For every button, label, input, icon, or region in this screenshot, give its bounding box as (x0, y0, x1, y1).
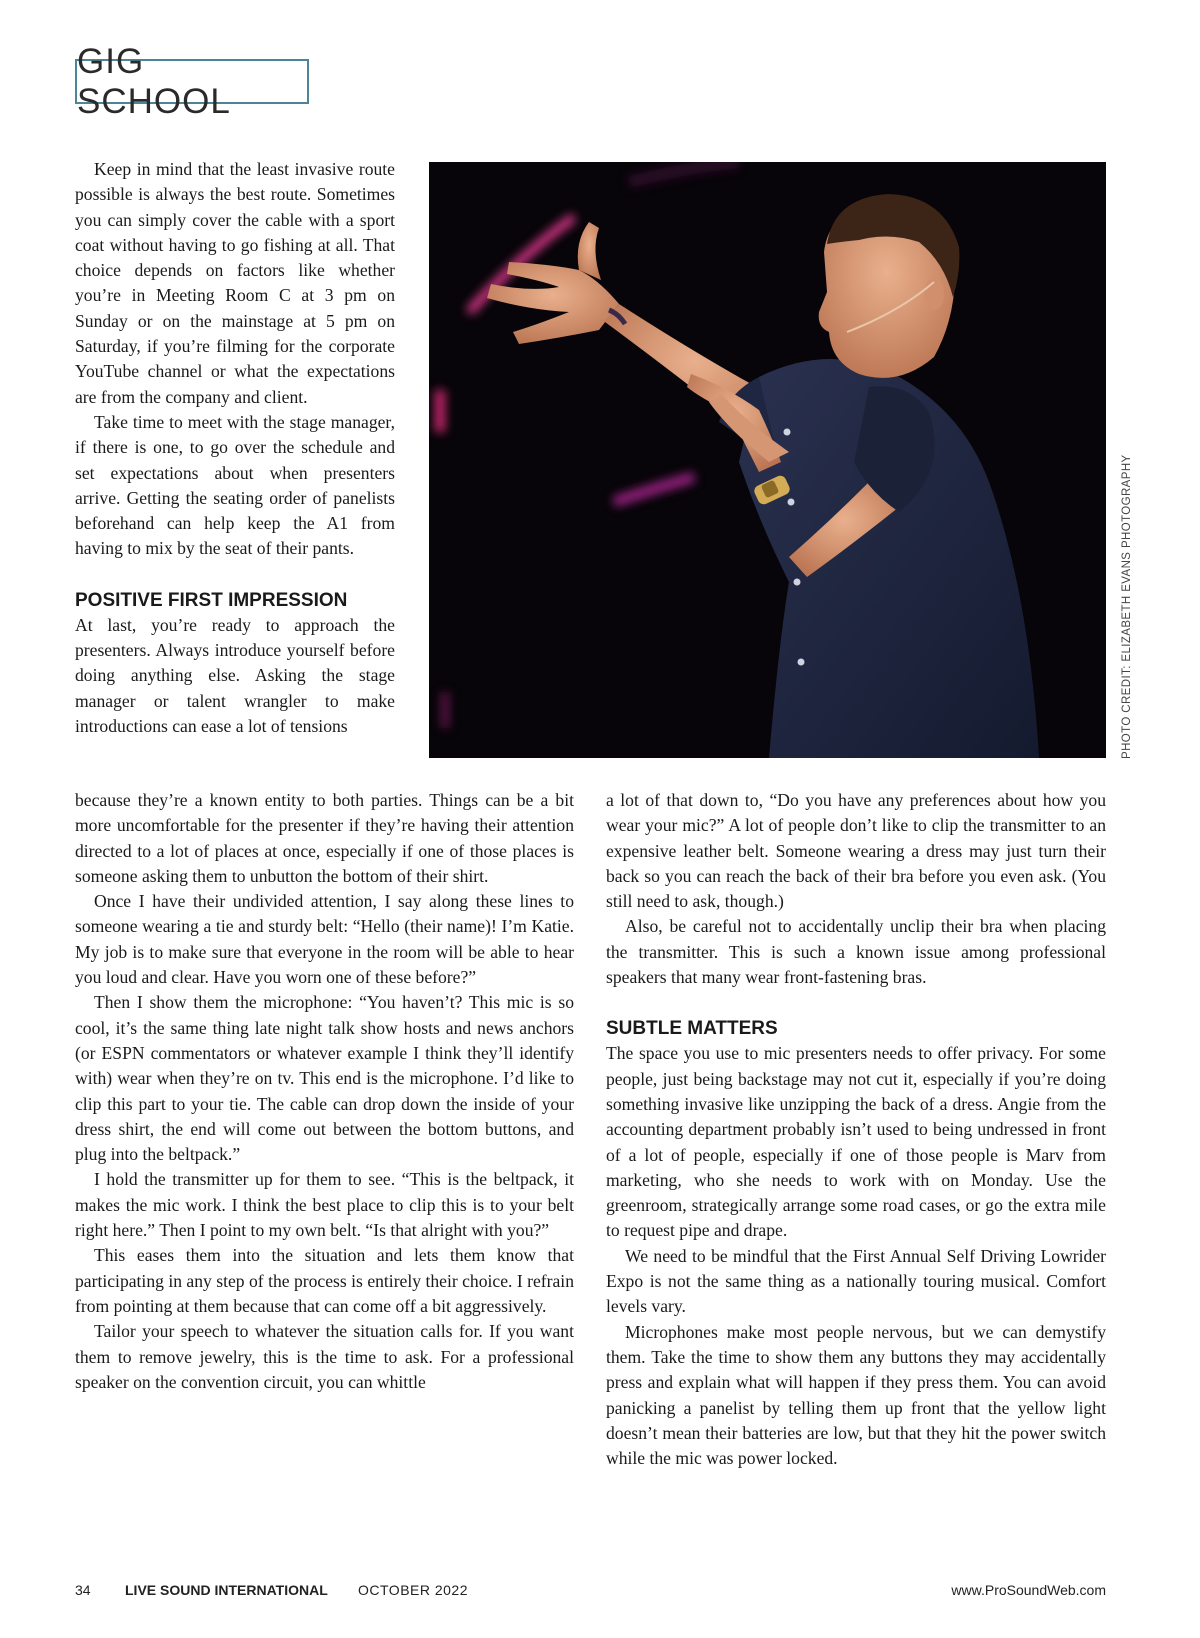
paragraph: This eases them into the situation and lets them know that participating in any step of the process is entirely their choice. I refrain from pointing at them because that can come off a bit aggressively. (75, 1245, 574, 1316)
paragraph: because they’re a known entity to both parties. Things can be a bit more uncomfortable for the presenter if they’re having their attention directed to a lot of places at once, especially if one of those places is someone asking them to unbutton the bottom of their shirt. (75, 790, 574, 886)
paragraph: Keep in mind that the least invasive route possible is always the best route. Sometimes you can simply cover the cable with a sport coat without having to go fishing at all. That choice depends on factors like whether you’re in Meeting Room C at 3 pm on Sunday or on the mainstage at 5 pm on Saturday, if you’re filming for the corporate YouTube channel or what the expectations are from the company and client. (75, 159, 395, 407)
paragraph: Also, be careful not to accidentally unclip their bra when placing the transmitter. This is such a known issue among professional speakers that many wear front-fastening bras. (606, 916, 1106, 988)
section-heading-positive-first-impression: POSITIVE FIRST IMPRESSION (75, 589, 348, 611)
website-link[interactable]: www.ProSoundWeb.com (951, 1582, 1106, 1598)
paragraph: At last, you’re ready to approach the presenters. Always introduce yourself before doing anything else. Asking the stage manager or talent wrangler to make introductions can ease a lot of tensions (75, 614, 395, 736)
left-column-top (75, 157, 395, 739)
paragraph: Then I show them the microphone: “You haven’t? This mic is so cool, it’s the same thing late night talk show hosts and news anchors (or ESPN commentators or whatever example I think they’ll identify with) wear when they’re on tv. This end is the microphone. I’d like to clip this part to your tie. The cable can drop down the inside of your dress shirt, the end will come out between the bottom buttons, and plug into the beltpack.” (75, 992, 574, 1165)
paragraph: Once I have their undivided attention, I say along these lines to someone wearing a tie and sturdy belt: “Hello (their name)! I’m Katie. My job is to make sure that everyone in the room will be able to hear you loud and clear. Have you worn one of these before?” (75, 891, 574, 988)
paragraph: The space you use to mic presenters needs to offer privacy. For some people, just being backstage may not cut it, especially if you’re doing something invasive like unzipping the back of a dress. Angie from the accounting department probably isn’t used to being undressed in front of a lot of people, especially if one of those people is Marv from marketing, who she needs to work with on Monday. Use the greenroom, strategically arrange some road cases, or go the extra mile to request pipe and drape. (606, 1043, 1106, 1241)
photo-credit: PHOTO CREDIT: ELIZABETH EVANS PHOTOGRAPHY (1121, 454, 1133, 759)
paragraph: a lot of that down to, “Do you have any preferences about how you wear your mic?” A lot of people don’t like to clip the transmitter to an expensive leather belt. Someone wearing a dress may just turn their back so you can reach the back of their bra before you even ask. (You still need to ask, though.) (606, 790, 1106, 912)
section-heading-subtle-matters: SUBTLE MATTERS (606, 1018, 778, 1040)
section-tag (75, 41, 309, 121)
stage-photo-illustration (429, 162, 1106, 758)
issue-date: OCTOBER 2022 (358, 1582, 469, 1598)
paragraph: Microphones make most people nervous, but we can demystify them. Take the time to show them any buttons they may accidentally press and explain what will happen if they press them. You can avoid panicking a panelist by telling them up front that the yellow light doesn’t mean their batteries are low, but that they hit the power switch while the mic was power locked. (606, 1321, 1106, 1469)
page-number: 34 (75, 1582, 91, 1598)
page-footer (75, 1582, 1106, 1602)
paragraph: Tailor your speech to whatever the situation calls for. If you want them to remove jewelry, this is the time to ask. For a professional speaker on the convention circuit, you can whittle (75, 1321, 574, 1392)
article-photo (429, 162, 1106, 758)
left-column-bottom (75, 788, 574, 1395)
paragraph: Take time to meet with the stage manager, if there is one, to go over the schedule and set expectations about when presenters arrive. Getting the seating order of panelists beforehand can help keep the A1 from having to mix by the seat of their pants. (75, 411, 395, 559)
right-column (606, 788, 1106, 1471)
paragraph: I hold the transmitter up for them to see. “This is the beltpack, it makes the mic work. I think the best place to clip this is to your belt right here.” Then I point to my own belt. “Is that alright with you?” (75, 1169, 574, 1241)
magazine-name: LIVE SOUND INTERNATIONAL (125, 1582, 328, 1598)
section-title: GIG SCHOOL (77, 41, 231, 121)
paragraph: We need to be mindful that the First Annual Self Driving Lowrider Expo is not the same thing as a nationally touring musical. Comfort levels vary. (606, 1245, 1106, 1317)
